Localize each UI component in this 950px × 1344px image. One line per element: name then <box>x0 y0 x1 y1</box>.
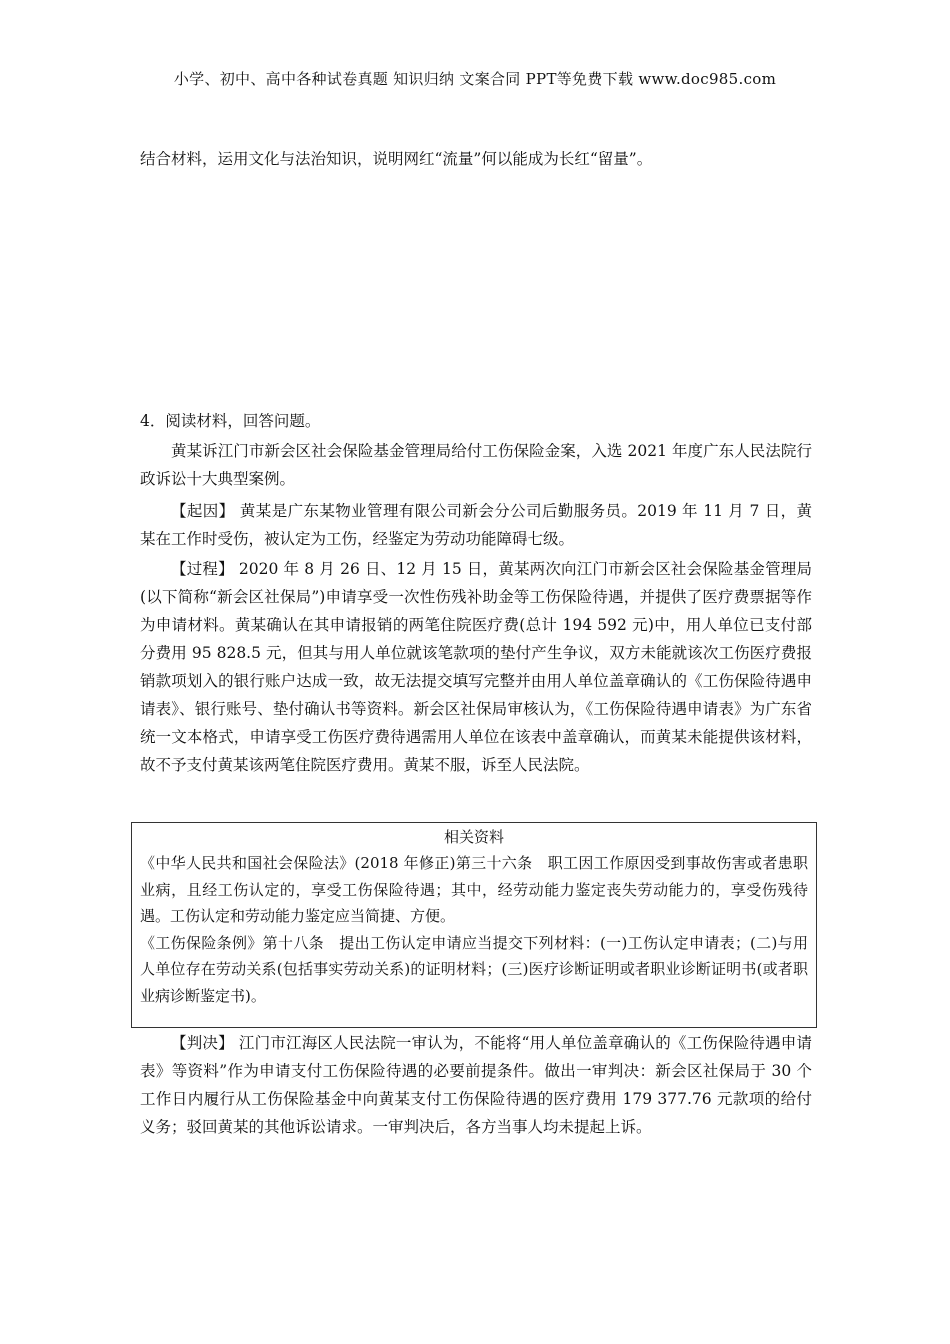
question-3-prompt: 结合材料，运用文化与法治知识，说明网红“流量”何以能成为长红“留量”。 <box>140 150 653 168</box>
related-materials-box <box>131 822 817 1028</box>
case-judgment: 【判决】 江门市江海区人民法院一审认为，不能将“用人单位盖章确认的《工伤保险待遇申请表》等资料”作为申请支付工伤保险待遇的必要前提条件。做出一审判决：新会区社保局于 30 个工作日内履行从工伤保险基金中向黄某支付工伤保险待遇的医疗费用 179 377.76 元款项的给付义务；驳回黄某的其他诉讼请求。一审判决后，各方当事人均未提起上诉。 <box>140 1034 812 1136</box>
case-cause: 【起因】 黄某是广东某物业管理有限公司新会分公司后勤服务员。2019 年 11 月 7 日，黄某在工作时受伤，被认定为工伤，经鉴定为劳动功能障碍七级。 <box>140 502 812 548</box>
case-process: 【过程】 2020 年 8 月 26 日、12 月 15 日，黄某两次向江门市新会区社会保险基金管理局(以下简称“新会区社保局”)申请享受一次性伤残补助金等工伤保险待遇，并提供了医疗费票据等作为申请材料。黄某确认在其申请报销的两笔住院医疗费(总计 194 592 元)中，用人单位已支付部分费用 95 828.5 元，但其与用人单位就该笔款项的垫付产生争议，双方未能就该次工伤医疗费报销款项划入的银行账户达成一致，故无法提交填写完整并由用人单位盖章确认的《工伤保险待遇申请表》、银行账号、垫付确认书等资料。新会区社保局审核认为，《工伤保险待遇申请表》为广东省统一文本格式，申请享受工伤医疗费待遇需用人单位在该表中盖章确认，而黄某未能提供该材料，故不予支付黄某该两笔住院医疗费用。黄某不服，诉至人民法院。 <box>140 560 812 774</box>
question-4-heading: 4．阅读材料，回答问题。 <box>140 412 321 430</box>
social-insurance-law-excerpt: 《中华人民共和国社会保险法》(2018 年修正)第三十六条 职工因工作原因受到事故伤害或者患职业病，且经工伤认定的，享受工伤保险待遇；其中，经劳动能力鉴定丧失劳动能力的，享受伤残待遇。工伤认定和劳动能力鉴定应当简捷、方便。 <box>140 854 808 925</box>
related-materials-title: 相关资料 <box>443 828 504 846</box>
case-intro: 黄某诉江门市新会区社会保险基金管理局给付工伤保险金案，入选 2021 年度广东人民法院行政诉讼十大典型案例。 <box>140 442 812 488</box>
work-injury-regulation-excerpt: 《工伤保险条例》第十八条 提出工伤认定申请应当提交下列材料：(一)工伤认定申请表；(二)与用人单位存在劳动关系(包括事实劳动关系)的证明材料；(三)医疗诊断证明或者职业诊断证明书(或者职业病诊断鉴定书)。 <box>140 933 808 1005</box>
page-header: 小学、初中、高中各种试卷真题 知识归纳 文案合同 PPT等免费下载 www.doc985.com <box>173 70 777 88</box>
